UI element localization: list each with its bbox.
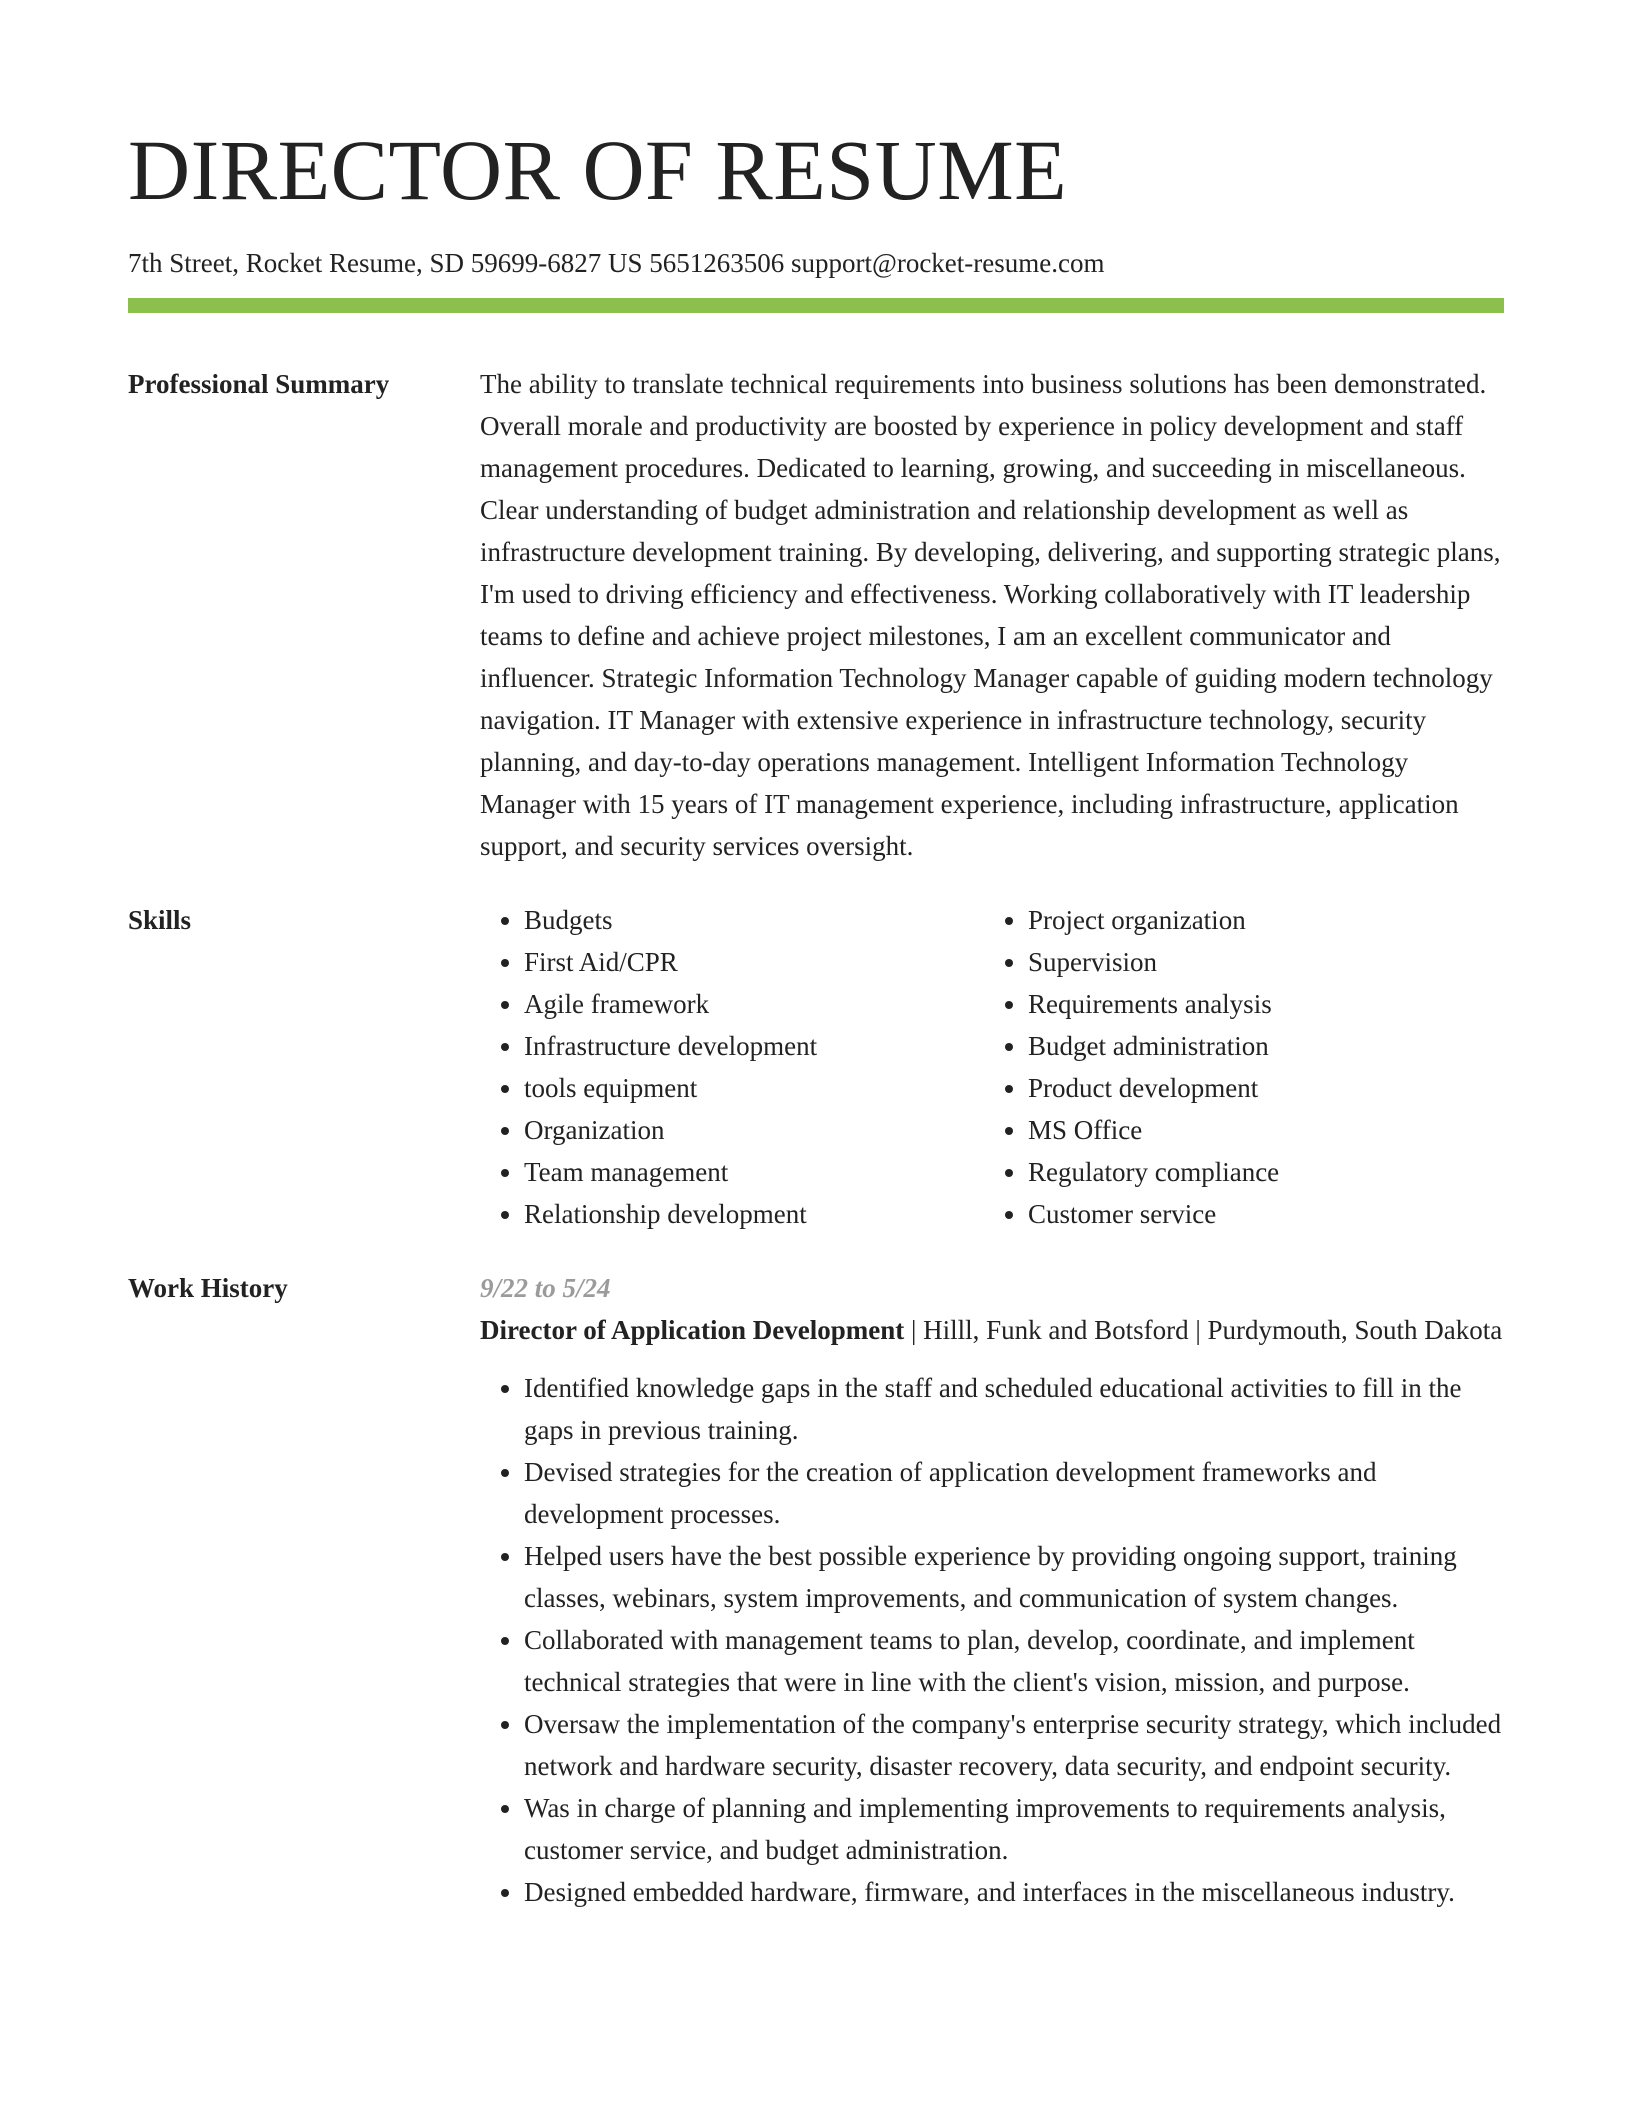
accent-divider xyxy=(128,298,1504,313)
job-company-location: | Hilll, Funk and Botsford | Purdymouth, South Dakota xyxy=(904,1315,1503,1345)
skill-item: • Agile framework xyxy=(524,983,984,1025)
skill-item: • Regulatory compliance xyxy=(1028,1151,1488,1193)
skill-item: • Supervision xyxy=(1028,941,1488,983)
skill-item: • Requirements analysis xyxy=(1028,983,1488,1025)
work-history-heading: Work History xyxy=(128,1273,288,1303)
skill-item: • Project organization xyxy=(1028,899,1488,941)
summary-body xyxy=(480,363,1504,867)
skill-item: • tools equipment xyxy=(524,1067,984,1109)
job-bullet: • Collaborated with management teams to plan, develop, coordinate, and implement technical strategies that were in line with the client's vision, mission, and purpose. xyxy=(524,1619,1504,1703)
work-history-section xyxy=(128,1267,1504,1913)
skill-item: • Organization xyxy=(524,1109,984,1151)
job-bullet: • Devised strategies for the creation of application development frameworks and development processes. xyxy=(524,1451,1504,1535)
skills-list-right xyxy=(984,899,1488,1235)
job-bullet: • Helped users have the best possible experience by providing ongoing support, training classes, webinars, system improvements, and communication of system changes. xyxy=(524,1535,1504,1619)
skill-item: • Infrastructure development xyxy=(524,1025,984,1067)
job-bullet: • Designed embedded hardware, firmware, and interfaces in the miscellaneous industry. xyxy=(524,1871,1504,1913)
resume-page xyxy=(128,0,1504,1913)
skill-item: • First Aid/CPR xyxy=(524,941,984,983)
job-title: Director of Application Development xyxy=(480,1315,905,1345)
work-history-body xyxy=(480,1267,1504,1913)
job-dates: 9/22 to 5/24 xyxy=(480,1273,611,1303)
job-bullet-list xyxy=(480,1367,1504,1913)
skill-item: • Budget administration xyxy=(1028,1025,1488,1067)
skill-item: • Team management xyxy=(524,1151,984,1193)
skills-heading: Skills xyxy=(128,905,192,935)
job-entry xyxy=(480,1267,1504,1913)
skill-item: • MS Office xyxy=(1028,1109,1488,1151)
contact-line: 7th Street, Rocket Resume, SD 59699-6827 US 5651263506 support@rocket-resume.com xyxy=(128,248,1105,278)
job-header xyxy=(480,1309,1504,1351)
job-bullet: • Identified knowledge gaps in the staff and scheduled educational activities to fill in the gaps in previous training. xyxy=(524,1367,1504,1451)
job-bullet: • Was in charge of planning and implementing improvements to requirements analysis, customer service, and budget administration. xyxy=(524,1787,1504,1871)
resume-name: DIRECTOR OF RESUME xyxy=(128,122,1068,218)
summary-heading: Professional Summary xyxy=(128,369,390,399)
skill-item: • Relationship development xyxy=(524,1193,984,1235)
skill-item: • Product development xyxy=(1028,1067,1488,1109)
skills-list-left xyxy=(480,899,984,1235)
skill-item: • Budgets xyxy=(524,899,984,941)
summary-text: The ability to translate technical requirements into business solutions has been demonstrated. Overall morale and productivity are boosted by experience in policy development and staff management procedures. Dedicated to learning, growing, and succeeding in miscellaneous. Clear understanding of budget administration and relationship development as well as infrastructure development training. By developing, delivering, and supporting strategic plans, I'm used to driving efficiency and effectiveness. Working collaboratively with IT leadership teams to define and achieve project milestones, I am an excellent communicator and influencer. Strategic Information Technology Manager capable of guiding modern technology navigation. IT Manager with extensive experience in infrastructure technology, security planning, and day-to-day operations management. Intelligent Information Technology Manager with 15 years of IT management experience, including infrastructure, application support, and security services oversight. xyxy=(480,369,1501,861)
skill-item: • Customer service xyxy=(1028,1193,1488,1235)
skills-columns xyxy=(480,899,1504,1235)
skills-body xyxy=(480,899,1504,1235)
skills-section xyxy=(128,899,1504,1235)
job-bullet: • Oversaw the implementation of the company's enterprise security strategy, which included network and hardware security, disaster recovery, data security, and endpoint security. xyxy=(524,1703,1504,1787)
summary-section xyxy=(128,363,1504,867)
